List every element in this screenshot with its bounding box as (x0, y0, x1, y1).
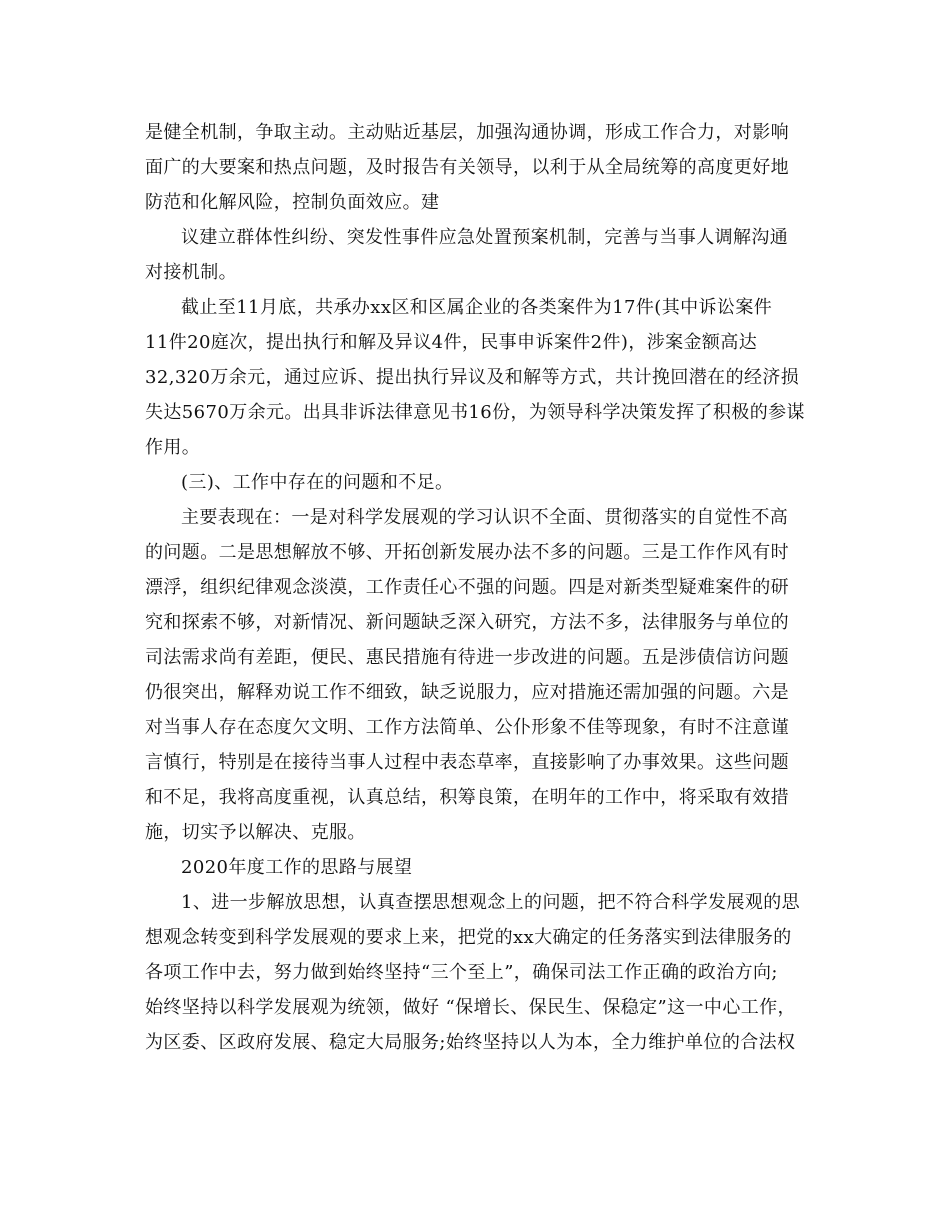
text-line: 对接机制。 (145, 262, 237, 283)
text-line: 为区委、区政府发展、稳定大局服务;始终坚持以人为本，全力维护单位的合法权 (145, 1032, 796, 1053)
text-line: 始终坚持以科学发展观为统领，做好 “保增长、保民生、保稳定”这一中心工作， (145, 997, 796, 1018)
text-line: 主要表现在：一是对科学发展观的学习认识不全面、贯彻落实的自觉性不高 (181, 507, 789, 528)
text-line: 施，切实予以解决、克服。 (145, 822, 366, 843)
section-heading: 2020年度工作的思路与展望 (181, 857, 413, 878)
text-line: 11件20庭次，提出执行和解及异议4件，民事申诉案件2件)，涉案金额高达 (145, 332, 758, 353)
text-line: 究和探索不够，对新情况、新问题缺乏深入研究，方法不多，法律服务与单位的 (145, 612, 789, 633)
text-line: 议建立群体性纠纷、突发性事件应急处置预案机制，完善与当事人调解沟通 (181, 227, 789, 248)
text-line: 和不足，我将高度重视，认真总结，积筹良策，在明年的工作中，将采取有效措 (145, 787, 789, 808)
text-line: 想观念转变到科学发展观的要求上来，把党的xx大确定的任务落实到法律服务的 (145, 927, 792, 948)
text-line: 面广的大要案和热点问题，及时报告有关领导，以利于从全局统筹的高度更好地 (145, 157, 789, 178)
text-line: 1、进一步解放思想，认真查摆思想观念上的问题，把不符合科学发展观的思 (181, 892, 801, 913)
text-line: 言慎行，特别是在接待当事人过程中表态草率，直接影响了办事效果。这些问题 (145, 752, 789, 773)
text-line: 作用。 (145, 437, 201, 458)
text-line: 防范和化解风险，控制负面效应。建 (145, 192, 440, 213)
text-line: 失达5670万余元。出具非诉法律意见书16份，为领导科学决策发挥了积极的参谋 (145, 402, 805, 423)
text-line: 仍很突出，解释劝说工作不细致，缺乏说服力，应对措施还需加强的问题。六是 (145, 682, 789, 703)
text-line: 漂浮，组织纪律观念淡漠，工作责任心不强的问题。四是对新类型疑难案件的研 (145, 577, 789, 598)
text-line: 各项工作中去，努力做到始终坚持“三个至上”，确保司法工作正确的政治方向; (145, 962, 778, 983)
text-line: 截止至11月底，共承办xx区和区属企业的各类案件为17件(其中诉讼案件 (181, 297, 773, 318)
section-heading: (三)、工作中存在的问题和不足。 (181, 472, 454, 493)
text-line: 的问题。二是思想解放不够、开拓创新发展办法不多的问题。三是工作作风有时 (145, 542, 789, 563)
text-line: 司法需求尚有差距，便民、惠民措施有待进一步改进的问题。五是涉债信访问题 (145, 647, 789, 668)
text-line: 32,320万余元，通过应诉、提出执行异议及和解等方式，共计挽回潜在的经济损 (145, 367, 800, 388)
text-line: 对当事人存在态度欠文明、工作方法简单、公仆形象不佳等现象，有时不注意谨 (145, 717, 789, 738)
text-line: 是健全机制，争取主动。主动贴近基层，加强沟通协调，形成工作合力，对影响 (145, 122, 789, 143)
